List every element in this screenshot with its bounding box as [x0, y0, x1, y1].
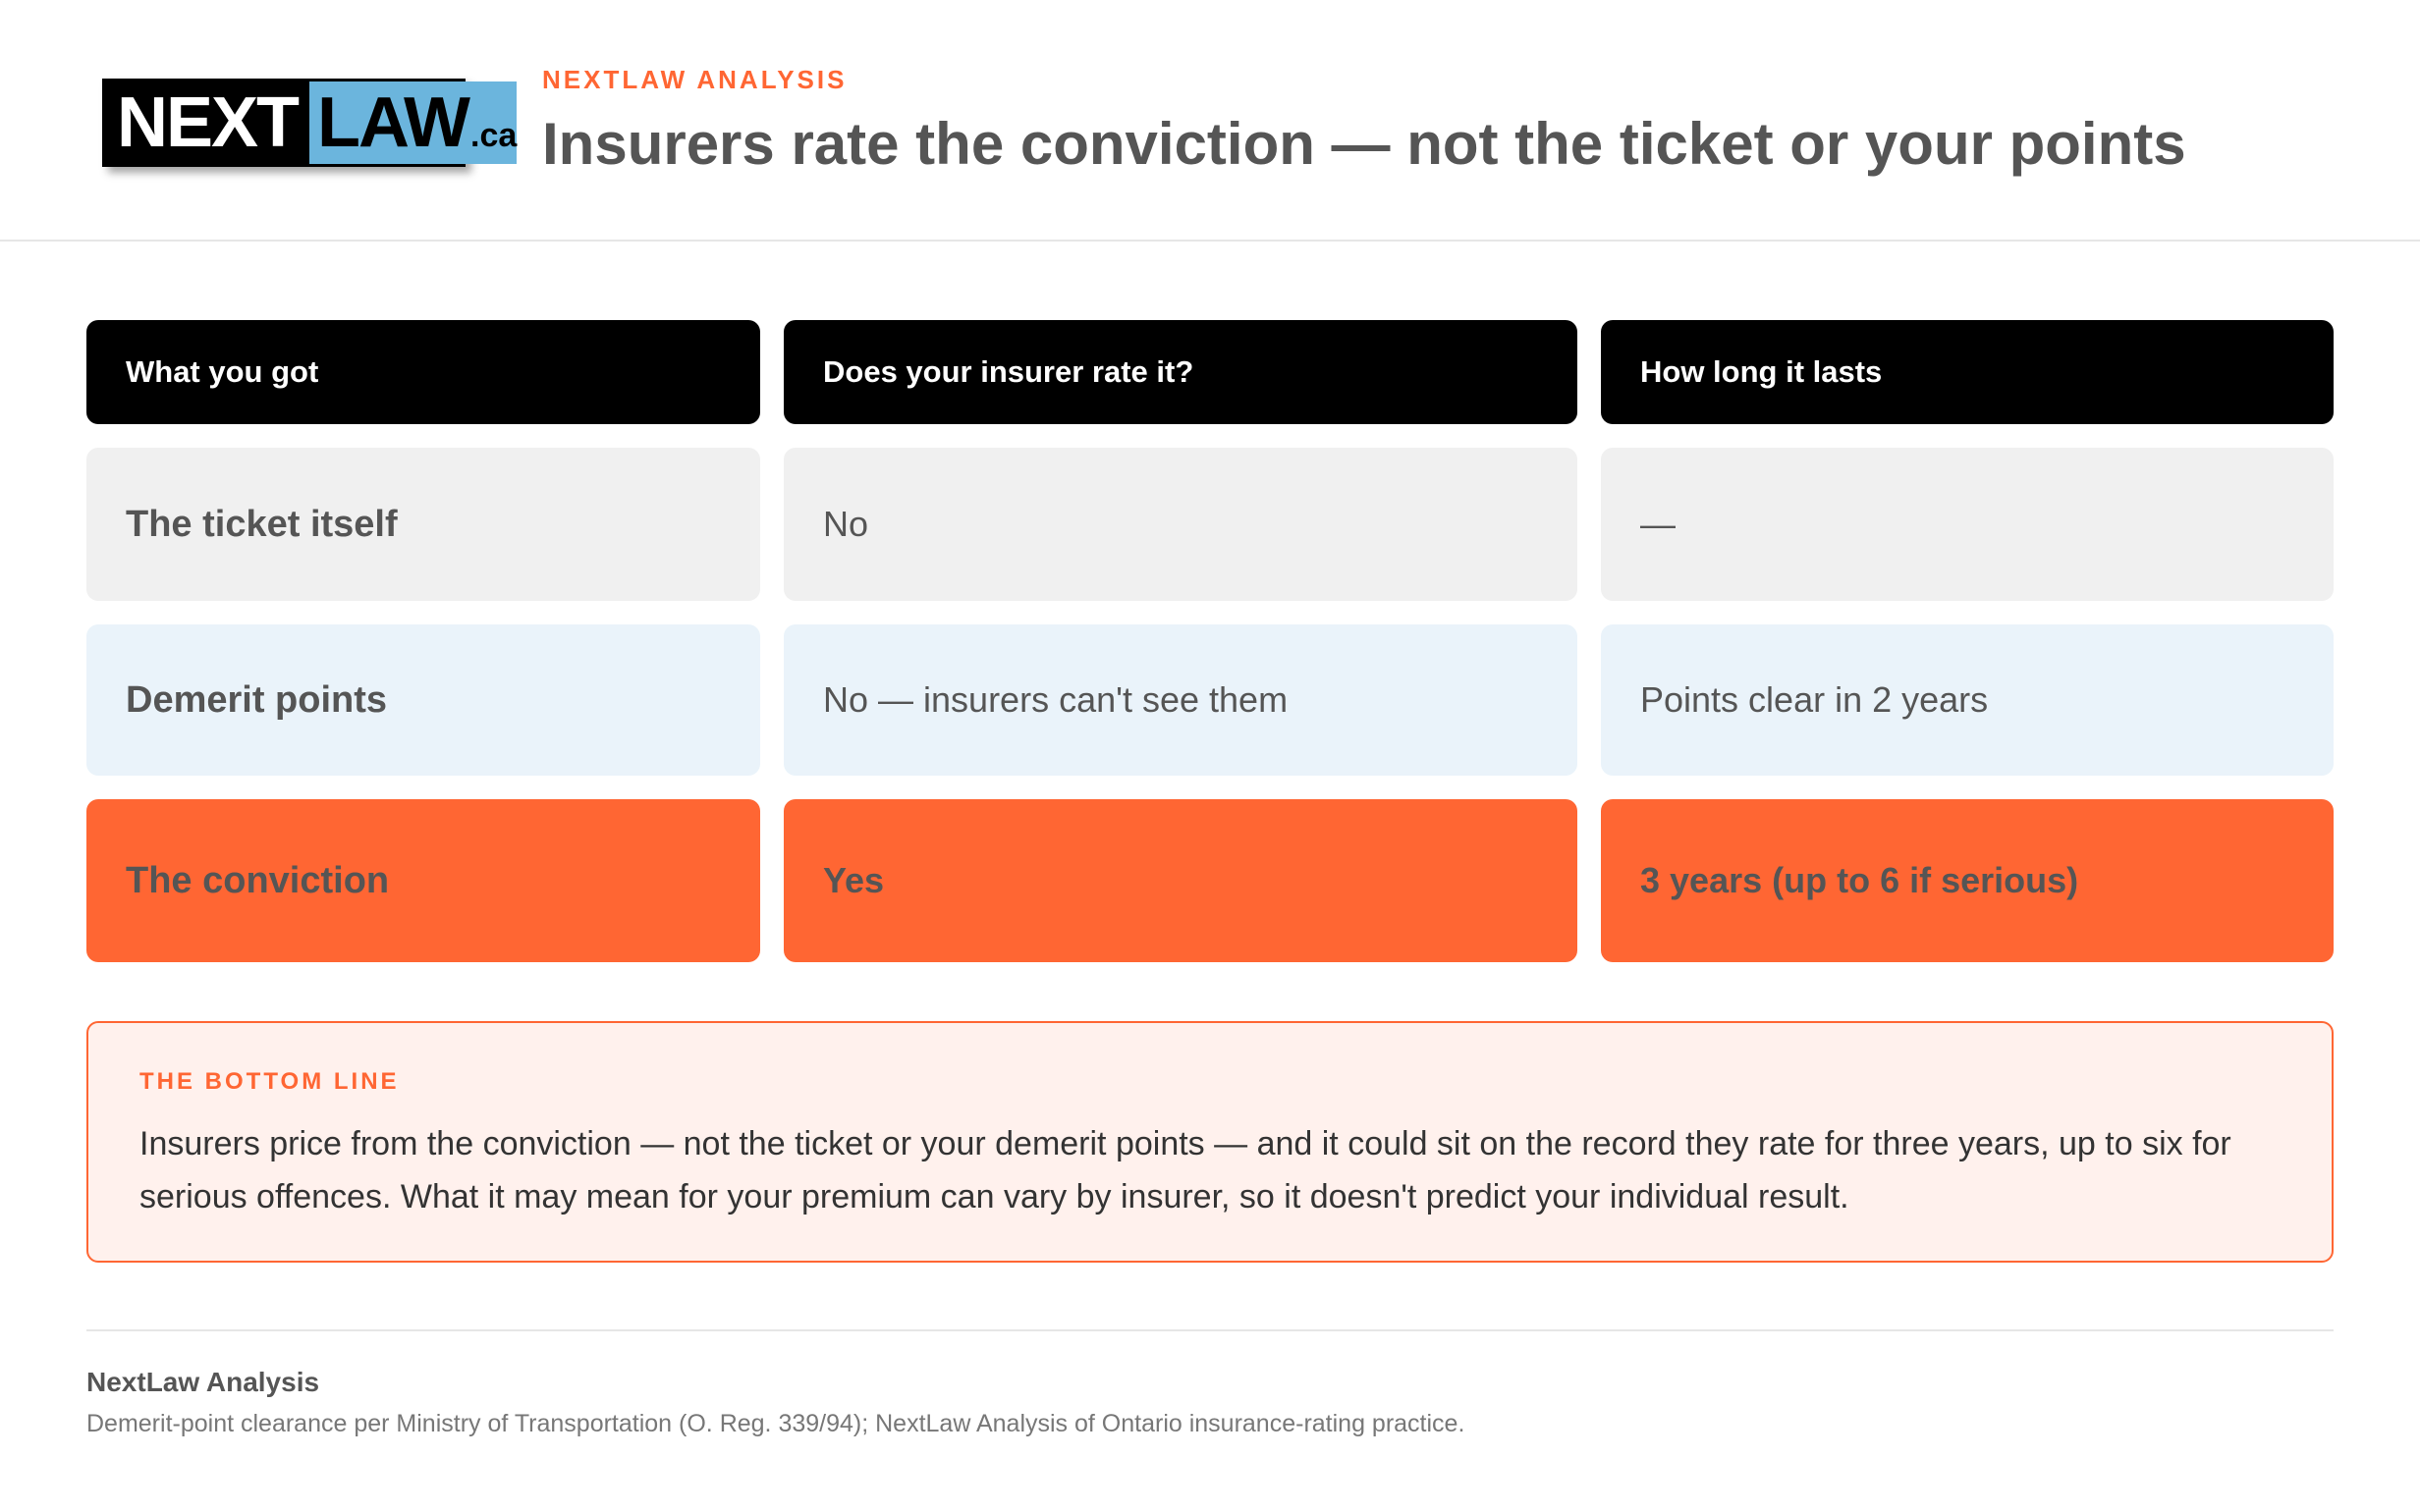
- row-demerit-rated: No — insurers can't see them: [784, 624, 1577, 776]
- row-conviction-rated: Yes: [784, 799, 1577, 962]
- footer-divider: [86, 1329, 2334, 1331]
- row-conviction-label: The conviction: [86, 799, 760, 962]
- bottom-line-kicker: THE BOTTOM LINE: [139, 1068, 400, 1095]
- row-demerit-duration: Points clear in 2 years: [1601, 624, 2334, 776]
- header-kicker: NEXTLAW ANALYSIS: [542, 65, 848, 94]
- logo-law-text: LAW: [317, 83, 468, 162]
- bottom-line-text: Insurers price from the conviction — not the ticket or your demerit points — and it could sit on the record they rate for three years, up to six for serious offences. What it may mean for your premium can vary by insurer, so it doesn't predict your individual result.: [139, 1125, 2231, 1215]
- row-conviction-duration: 3 years (up to 6 if serious): [1601, 799, 2334, 962]
- bottom-line-callout: [86, 1021, 2334, 1263]
- logo-ca-text: .ca: [470, 117, 518, 154]
- logo-next: NEXT: [105, 81, 309, 164]
- source-title: NextLaw Analysis: [86, 1367, 320, 1397]
- page-header: [0, 0, 2420, 242]
- column-header-insurer-rates: Does your insurer rate it?: [784, 320, 1577, 424]
- logo-law: [309, 81, 517, 164]
- column-header-what-you-got: What you got: [86, 320, 760, 424]
- column-header-duration: How long it lasts: [1601, 320, 2334, 424]
- nextlaw-logo: [102, 79, 518, 167]
- row-ticket-duration: —: [1601, 448, 2334, 601]
- row-demerit-label: Demerit points: [86, 624, 760, 776]
- row-ticket-rated: No: [784, 448, 1577, 601]
- source-text: Demerit-point clearance per Ministry of Transportation (O. Reg. 339/94); NextLaw Analysis of Ontario insurance-rating practice.: [86, 1410, 1465, 1437]
- page-title: Insurers rate the conviction — not the ticket or your points: [542, 111, 2186, 177]
- row-ticket-label: The ticket itself: [86, 448, 760, 601]
